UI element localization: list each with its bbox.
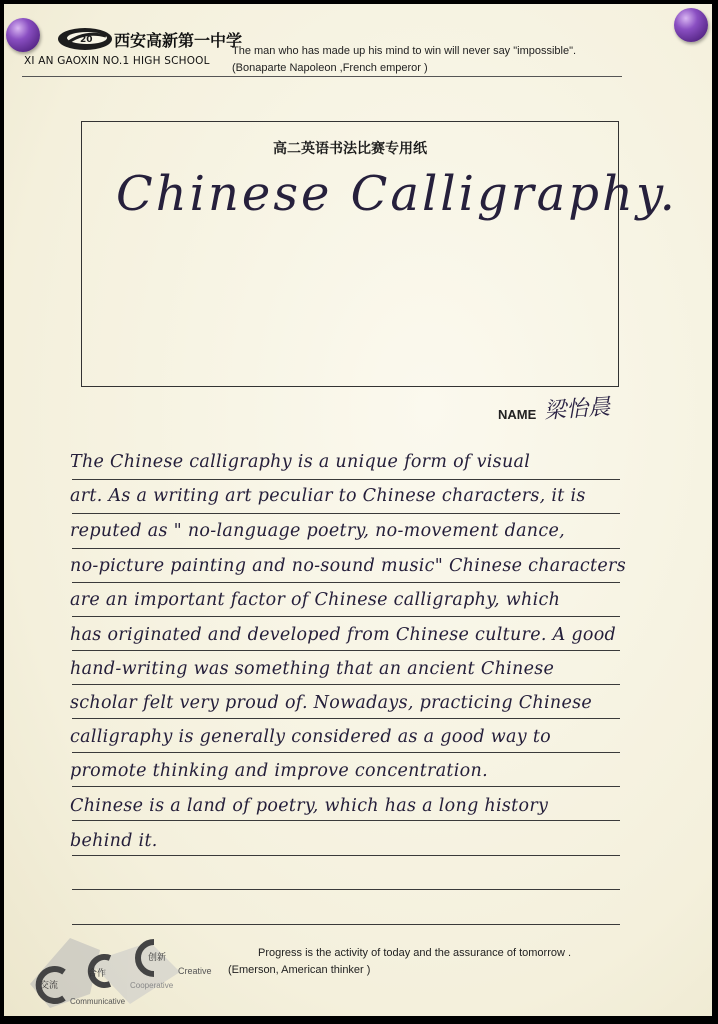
school-name-chinese: 西安高新第一中学 [114, 31, 243, 50]
school-name-english: XI AN GAOXIN NO.1 HIGH SCHOOL [24, 55, 210, 67]
ruled-line [72, 820, 620, 821]
pushpin-right-icon [674, 8, 708, 42]
essay-line: has originated and developed from Chinese culture. A good [70, 625, 617, 645]
header-quote-attribution: (Bonaparte Napoleon ,French emperor ) [232, 62, 428, 74]
essay-line: The Chinese calligraphy is a unique form of visual [70, 452, 531, 472]
svg-text:20: 20 [80, 35, 93, 45]
name-signature: 梁怡晨 [543, 394, 611, 425]
ruled-line [72, 479, 620, 480]
essay-line: calligraphy is generally considered as a good way to [70, 727, 551, 747]
ruled-line [72, 616, 620, 617]
ruled-line [72, 513, 620, 514]
essay-line: hand-writing was something that an ancient Chinese [70, 659, 555, 679]
competition-heading: 高二英语书法比赛专用纸 [273, 141, 427, 157]
ruled-line [72, 924, 620, 925]
footer-logo-word-2: Communicative [70, 997, 126, 1006]
calligraphy-paper [4, 4, 712, 1016]
footer-quote-attribution: (Emerson, American thinker ) [228, 964, 371, 976]
ruled-lines [72, 4, 620, 1016]
ruled-line [72, 718, 620, 719]
essay-line: art. As a writing art peculiar to Chinese characters, it is [70, 486, 586, 506]
essay-line: promote thinking and improve concentration. [70, 761, 488, 781]
footer-logo-cn-1: 交流 [40, 981, 59, 991]
footer-quote [218, 945, 571, 979]
ruled-line [72, 752, 620, 753]
essay-line: no-picture painting and no-sound music" Chinese characters [70, 556, 626, 576]
footer-logo-cn-2: 合作 [88, 969, 107, 979]
footer-logo-cn-3: 创新 [148, 953, 167, 963]
essay-line: scholar felt very proud of. Nowadays, practicing Chinese [70, 693, 593, 713]
essay-line: are an important factor of Chinese calligraphy, which [70, 590, 561, 610]
ruled-line [72, 786, 620, 787]
name-label: NAME [498, 407, 537, 422]
ruled-line [72, 889, 620, 890]
header-quote-text: The man who has made up his mind to win will never say "impossible". [232, 45, 577, 57]
essay-line: reputed as " no-language poetry, no-movement dance, [70, 521, 566, 541]
ruled-line [72, 684, 620, 685]
essay-line: behind it. [70, 831, 158, 851]
ruled-line [72, 582, 620, 583]
essay-line: Chinese is a land of poetry, which has a long history [70, 796, 549, 816]
footer-quote-text: Progress is the activity of today and the assurance of tomorrow . [258, 947, 572, 959]
ruled-line [72, 855, 620, 856]
ruled-line [72, 548, 620, 549]
handwritten-title: Chinese Calligraphy. [116, 166, 678, 222]
footer-logo-word-1: Creative [178, 966, 212, 976]
footer-logo-word-3: Cooperative [130, 981, 174, 990]
ruled-line [72, 650, 620, 651]
footer-logo [30, 932, 220, 1010]
